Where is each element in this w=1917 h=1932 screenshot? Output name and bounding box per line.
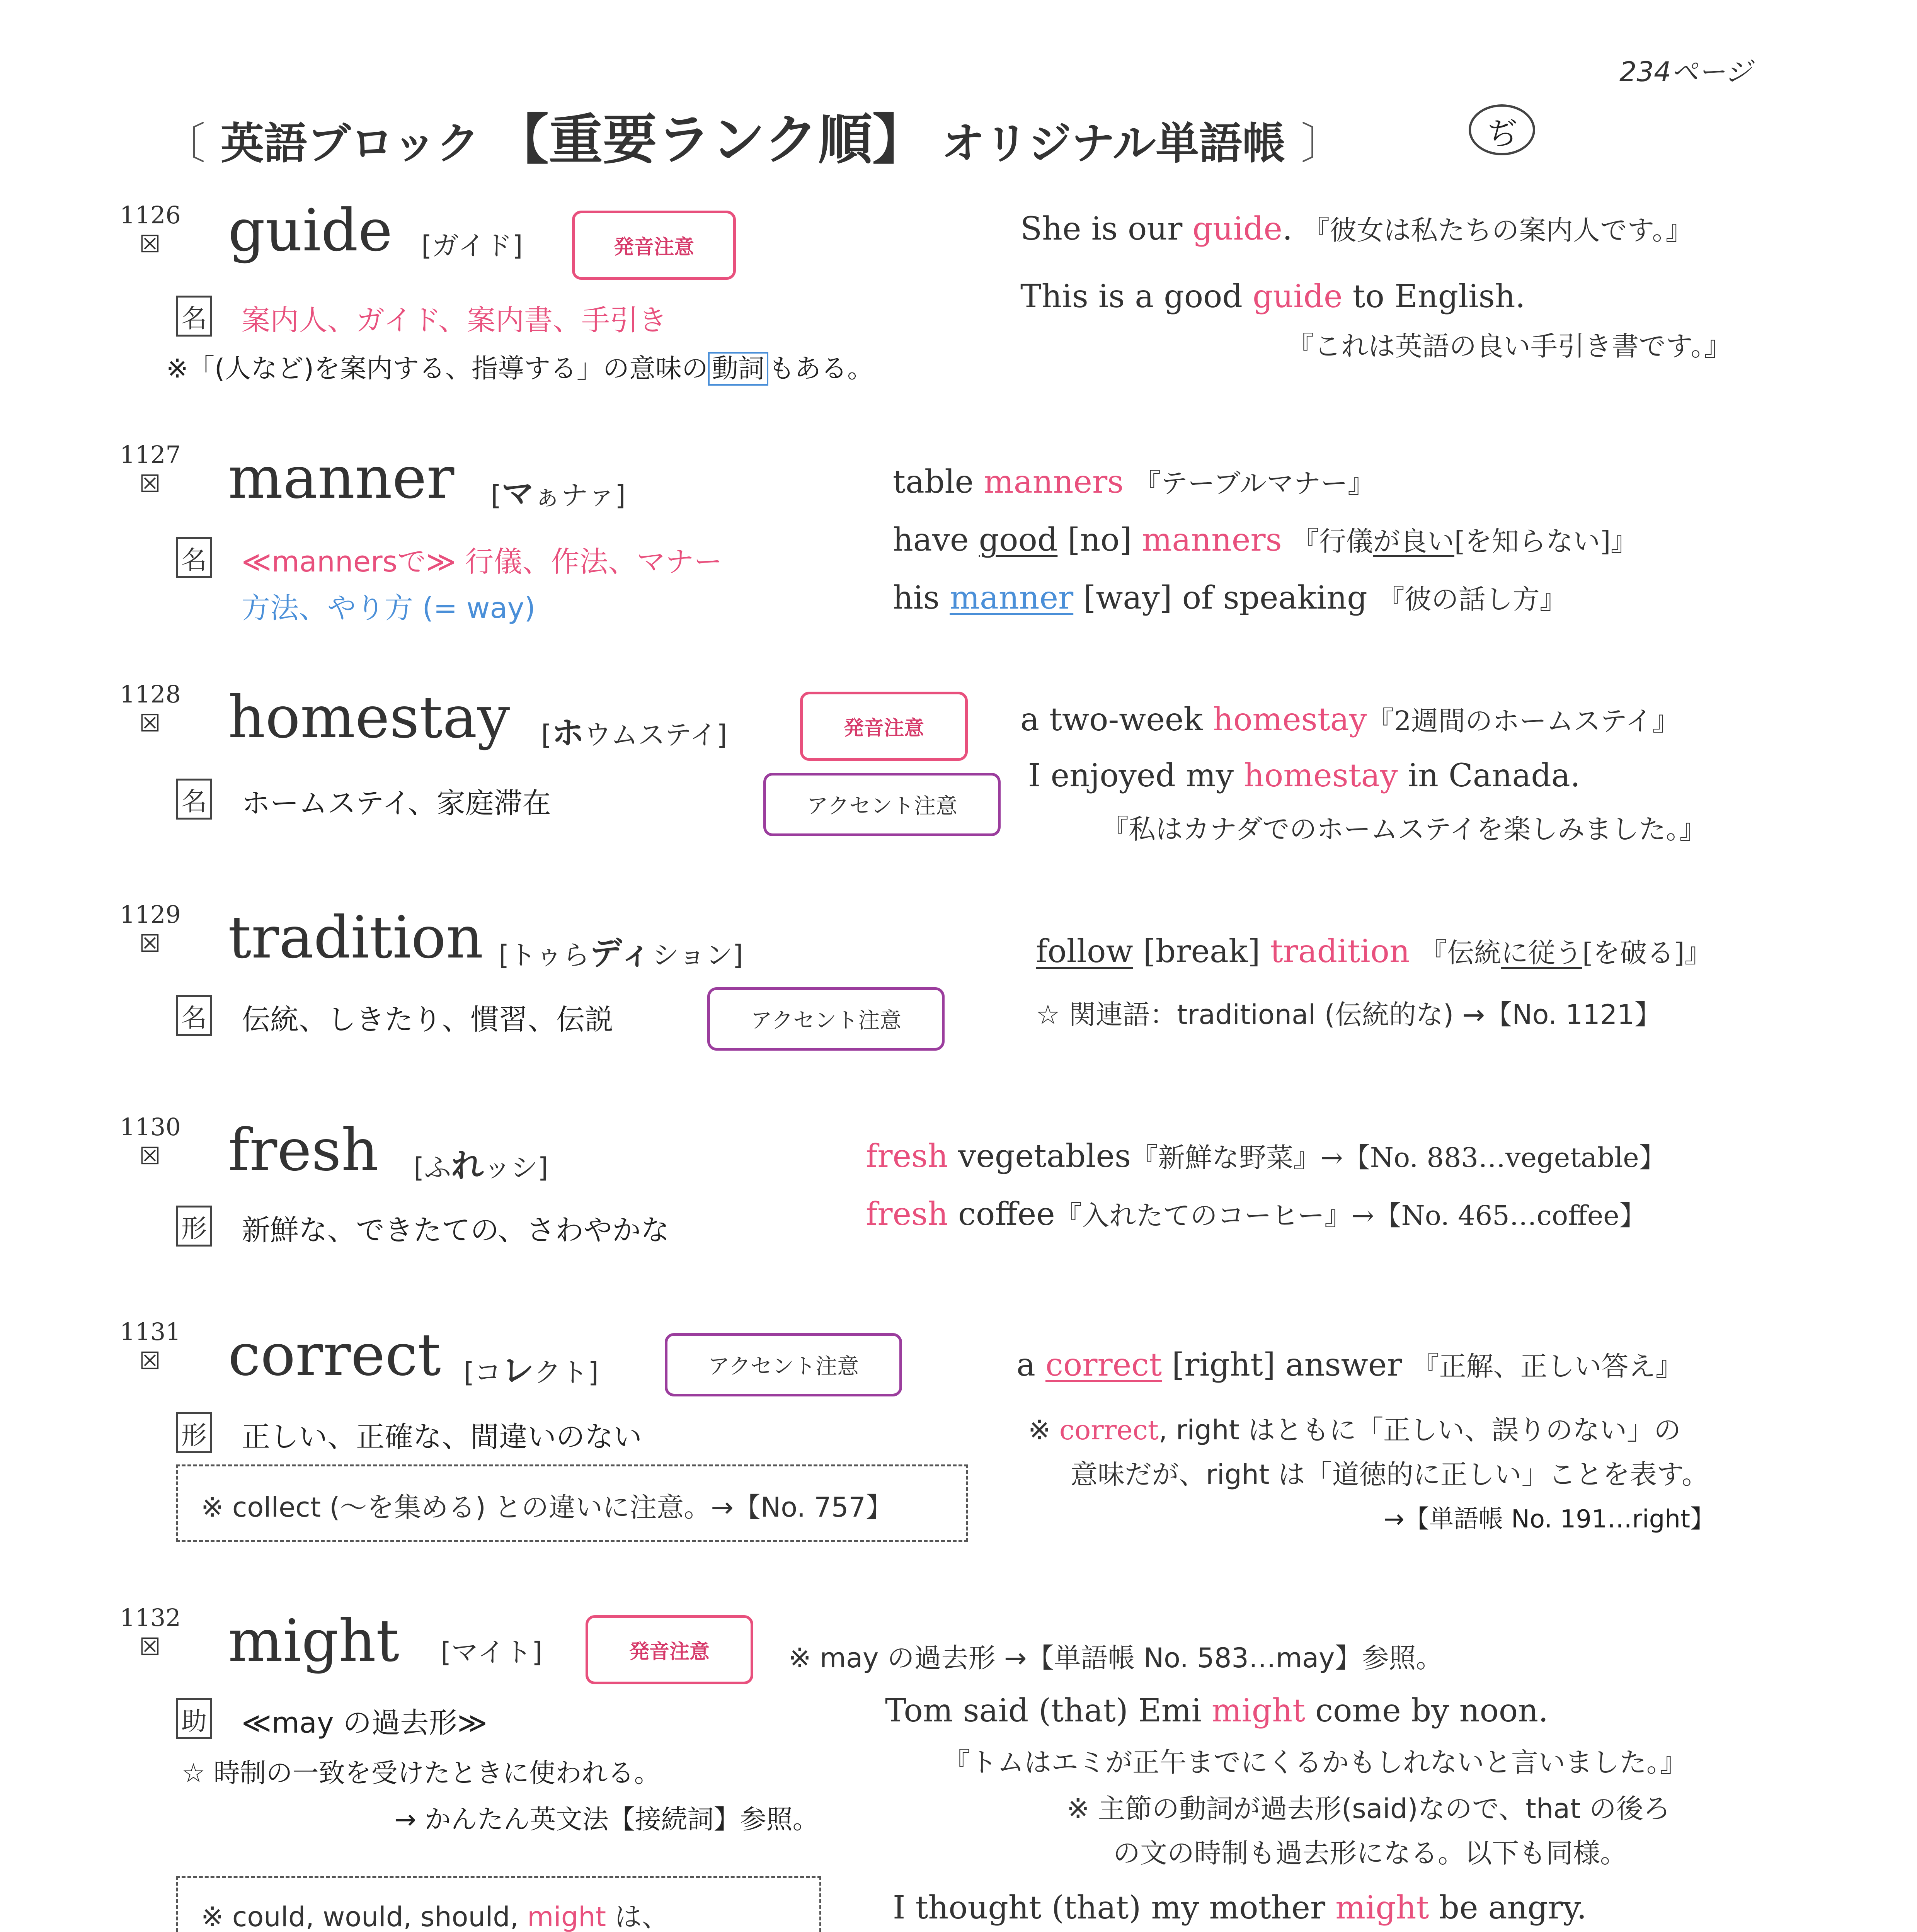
part-of-speech: 名 <box>176 296 212 337</box>
part-of-speech: 助 <box>176 1698 212 1739</box>
headword: manner <box>228 444 455 512</box>
entry-number: 1130 <box>120 1113 181 1141</box>
checkbox-icon[interactable]: ☒ <box>139 1633 161 1661</box>
entry-number: 1126 <box>120 201 181 229</box>
reference-note: ※ may の過去形 →【単語帳 No. 583…may】参照。 <box>788 1642 1443 1674</box>
checkbox-icon[interactable]: ☒ <box>139 230 161 258</box>
pronunciation-warning-badge: 発音注意 <box>800 692 968 761</box>
title-rank: 【重要ランク順】 <box>494 109 926 172</box>
definition-secondary: 方法、やり方 (= way) <box>242 592 536 625</box>
example-sentence: fresh coffee『入れたてのコーヒー』→【No. 465…coffee】 <box>866 1196 1646 1233</box>
definition: ≪may の過去形≫ <box>242 1706 487 1740</box>
title-open-bracket: 〔 <box>162 119 206 169</box>
headword: fresh <box>228 1117 379 1184</box>
example-sentence: table manners 『テーブルマナー』 <box>893 464 1375 500</box>
headword: homestay <box>228 684 510 751</box>
pronunciation: [マぁナァ] <box>491 474 626 512</box>
grammar-reference: → かんたん英文法【接続詞】参照。 <box>394 1804 819 1835</box>
example-translation: 『トムはエミが正午までにくるかもしれないと言いました。』 <box>943 1747 1687 1778</box>
example-sentence: a two-week homestay『2週間のホームステイ』 <box>1020 701 1680 738</box>
part-of-speech: 名 <box>176 537 212 578</box>
pronunciation: [ホウムステイ] <box>541 714 727 752</box>
accent-warning-badge: アクセント注意 <box>665 1333 902 1396</box>
usage-note: ※ 主節の動詞が過去形(said)なので、that の後ろ <box>1067 1793 1670 1825</box>
headword: guide <box>228 197 393 264</box>
part-of-speech: 形 <box>176 1206 212 1247</box>
checkbox-icon[interactable]: ☒ <box>139 469 161 498</box>
pronunciation: [ふれッシ] <box>414 1147 548 1185</box>
checkbox-icon[interactable]: ☒ <box>139 1142 161 1170</box>
checkbox-icon[interactable]: ☒ <box>139 709 161 737</box>
reference-link: →【単語帳 No. 191…right】 <box>1384 1505 1715 1534</box>
usage-note: ☆ 時制の一致を受けたときに使われる。 <box>182 1758 661 1789</box>
entry-number: 1131 <box>120 1318 181 1346</box>
example-sentence: fresh vegetables『新鮮な野菜』→【No. 883…vegetable】 <box>866 1138 1666 1175</box>
headword: tradition <box>228 904 484 971</box>
accent-warning-badge: アクセント注意 <box>763 773 1001 836</box>
part-of-speech: 名 <box>176 779 212 820</box>
title-close-bracket: 〕 <box>1301 119 1344 169</box>
part-of-speech: 形 <box>176 1412 212 1453</box>
title-brand: 英語ブロック <box>221 119 480 169</box>
page-number: 234ページ <box>1619 56 1752 88</box>
definition: 正しい、正確な、間違いのない <box>242 1420 642 1454</box>
pronunciation: [トゥらディション] <box>499 934 743 972</box>
example-sentence: follow [break] tradition 『伝統に従う[を破る]』 <box>1036 933 1712 970</box>
headword: might <box>228 1607 400 1675</box>
example-sentence: I thought (that) my mother might be angry. <box>893 1889 1587 1926</box>
definition: 新鮮な、できたての、さわやかな <box>242 1214 670 1247</box>
part-of-speech: 名 <box>176 995 212 1036</box>
definition: 伝統、しきたり、慣習、伝説 <box>242 1003 613 1036</box>
entry-number: 1128 <box>120 680 181 708</box>
example-sentence: She is our guide. 『彼女は私たちの案内人です。』 <box>1020 211 1693 247</box>
entry-number: 1129 <box>120 900 181 929</box>
pronunciation-warning-badge: 発音注意 <box>572 211 736 280</box>
notice-text: ※ collect (～を集める) との違いに注意。→【No. 757】 <box>201 1492 893 1523</box>
example-sentence: This is a good guide to English. <box>1020 278 1525 315</box>
definition: ホームステイ、家庭滞在 <box>242 787 551 820</box>
example-sentence: Tom said (that) Emi might come by noon. <box>885 1692 1549 1729</box>
page-title <box>162 97 1344 174</box>
related-word-note: ☆ 関連語：traditional (伝統的な) →【No. 1121】 <box>1036 999 1662 1031</box>
pronunciation: [ガイド] <box>421 230 523 262</box>
usage-note: ※「(人など)を案内する、指導する」の意味の 動詞 もある。 <box>166 348 873 385</box>
usage-note: の文の時制も過去形になる。以下も同様。 <box>1113 1837 1627 1869</box>
example-sentence: have good [no] manners 『行儀が良い[を知らない]』 <box>893 522 1638 558</box>
definition: 案内人、ガイド、案内書、手引き <box>242 304 667 337</box>
title-book: オリジナル単語帳 <box>941 119 1286 169</box>
example-sentence: his manner [way] of speaking 『彼の話し方』 <box>893 580 1567 616</box>
accent-warning-badge: アクセント注意 <box>707 987 945 1051</box>
example-translation: 『これは英語の良い手引き書です。』 <box>1287 330 1731 362</box>
checkbox-icon[interactable]: ☒ <box>139 1347 161 1375</box>
pronunciation: [マイト] <box>441 1636 543 1668</box>
definition: ≪mannersで≫ 行儀、作法、マナー <box>242 545 723 578</box>
pronunciation-warning-badge: 発音注意 <box>586 1615 753 1684</box>
usage-note: ※ correct, right はともに「正しい、誤りのない」の <box>1028 1414 1681 1446</box>
example-sentence: a correct [right] answer 『正解、正しい答え』 <box>1016 1347 1683 1383</box>
pronunciation: [コレクト] <box>464 1352 599 1389</box>
example-sentence: I enjoyed my homestay in Canada. <box>1028 757 1580 794</box>
mascot-face-icon: ぢ <box>1469 104 1535 155</box>
example-translation: 『私はカナダでのホームステイを楽しみました。』 <box>1102 813 1707 845</box>
entry-number: 1127 <box>120 440 181 469</box>
checkbox-icon[interactable]: ☒ <box>139 929 161 957</box>
usage-note: 意味だが、right は「道徳的に正しい」ことを表す。 <box>1071 1459 1709 1490</box>
entry-number: 1132 <box>120 1604 181 1632</box>
headword: correct <box>228 1321 441 1389</box>
notice-text: ※ could, would, should, might は、 <box>201 1901 669 1932</box>
